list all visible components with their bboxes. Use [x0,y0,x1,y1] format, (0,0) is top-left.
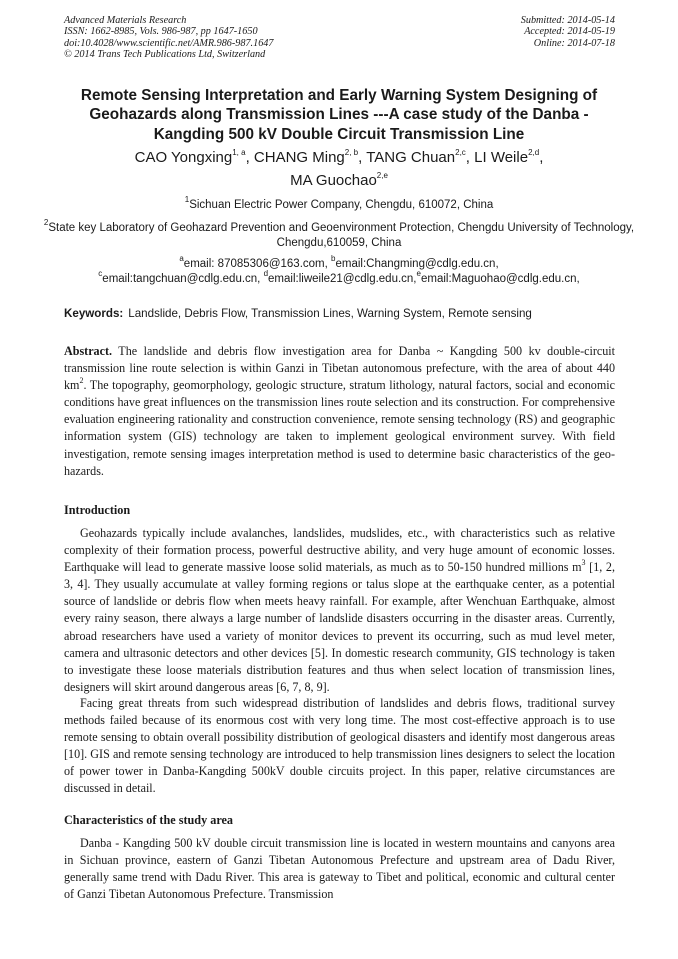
title-line: Remote Sensing Interpretation and Early Warning System Designing of [80,87,598,104]
email-address[interactable]: email:liweile21@cdlg.edu.cn, [268,273,417,285]
abstract-text: . The topography, geomorphology, geologic structure, stratum lithology, natural factors, social and economic conditions have great influences on the transmission lines route selection and its construction. For comprehensive evaluation engineering rationality and construction convenience, remote sensing technology (RS) and geographic information system (GIS) technology are taken to implement geological environment survey. With field investigation, remote sensing images interpretation method is used to determine basic characteristics of the geo-hazards. [64,378,615,478]
affiliation-mark: 1 [184,195,190,205]
author-affiliation-mark: 1, a [232,148,246,157]
affiliation-2 [40,218,638,251]
journal-doi[interactable]: doi:10.4028/www.scientific.net/AMR.986-987.1647 [64,37,274,49]
author-separator: , [465,149,475,166]
email-address[interactable]: email:Maguohao@cdlg.edu.cn, [420,273,580,285]
author-name: TANG Chuan [366,149,456,166]
email-address[interactable]: email:Changming@cdlg.edu.cn, [335,258,499,270]
author-line [40,146,638,169]
author-affiliation-mark: 2,d [528,148,540,157]
email-line [40,254,638,272]
paper-title [40,86,638,144]
introduction-paragraph-2: Facing great threats from such widespread distribution of landslides and debris flows, traditional survey methods failed because of its enormous cost with very long time. The most cost-effective approach is to use remote sensing to obtain overall possibility distribution of geological disasters and identify most dangerous areas [10]. GIS and remote sensing technology are introduced to help transmission lines designers to select the location of power tower in Danba-Kangding 500kV double circuits project. In this paper, relative circumstances are discussed in detail. [64,696,615,796]
email-mark: c [98,269,103,279]
author-affiliation-mark: 2,c [455,148,466,157]
affiliation-text: State key Laboratory of Geohazard Prevention and Geoenvironment Protection, Chengdu University of Technology, Chengdu,610059, China [48,222,635,249]
author-affiliation-mark: 2, b [344,148,359,157]
email-mark: b [331,254,336,264]
title-line: Geohazards along Transmission Lines ---A case study of the Danba - [89,106,589,124]
journal-copyright: © 2014 Trans Tech Publications Ltd, Switzerland [64,48,266,60]
publication-dates [521,15,615,49]
email-list [40,254,638,287]
abstract [64,343,615,480]
author-list [40,146,638,192]
keywords-text: Landslide, Debris Flow, Transmission Lines, Warning System, Remote sensing [128,307,532,320]
superscript: 2 [79,376,84,386]
title-line: Kangding 500 kV Double Circuit Transmission Line [153,125,525,143]
author-name: MA Guochao [290,172,377,189]
accepted-date: Accepted: 2014-05-19 [524,26,615,38]
email-line [40,269,638,287]
paragraph-text: Geohazards typically include avalanches, landslides, mudslides, etc., with characteristics such as relative complexity of their formation process, powerful destructive ability, and very huge amount of economic losses. Earthquake will lead to generate massive loose solid materials, as much as to 50-150 hundred millions m [64,526,615,575]
section-heading-study-area: Characteristics of the study area [64,813,234,827]
journal-info [64,15,273,60]
keywords [64,306,616,321]
section-heading-introduction: Introduction [64,503,131,517]
email-mark: a [179,254,184,264]
author-separator: , [358,149,367,166]
affiliation-1 [40,195,638,213]
author-separator: , [539,149,544,166]
email-address[interactable]: email: 87085306@163.com, [183,258,332,270]
abstract-label: Abstract. [64,344,113,358]
superscript: 3 [581,558,586,568]
submitted-date: Submitted: 2014-05-14 [520,15,615,26]
author-name: CAO Yongxing [134,149,233,166]
author-name: LI Weile [474,149,529,166]
affiliation-text: Sichuan Electric Power Company, Chengdu, 610072, China [189,199,494,211]
author-affiliation-mark: 2,e [376,171,388,180]
email-address[interactable]: email:tangchuan@cdlg.edu.cn, [102,273,264,285]
study-area-paragraph-1: Danba - Kangding 500 kV double circuit transmission line is located in western mountains and canyons area in Sichuan province, eastern of Ganzi Tibetan Autonomous Prefecture and upstream area of Dadu River, generally same trend with Dadu River. This area is gateway to Tibet and political, economic and cultural center of Ganzi Tibetan Autonomous Prefecture. Transmission [64,836,615,902]
email-mark: e [416,269,421,279]
author-name: CHANG Ming [253,149,345,166]
introduction-paragraph-1 [64,525,615,696]
journal-issn: ISSN: 1662-8985, Vols. 986-987, pp 1647-1650 [64,26,258,38]
keywords-label: Keywords: [64,307,124,320]
email-mark: d [263,269,269,279]
author-separator: , [245,149,254,166]
online-date: Online: 2014-07-18 [533,37,615,49]
journal-name: Advanced Materials Research [64,15,187,26]
abstract-text: The landslide and debris flow investigation area for Danba ~ Kangding 500 kv double-circuit transmission line route selection is within Ganzi in Tibetan autonomous prefecture, with the area of about 440 km [64,344,615,393]
author-line [40,169,638,192]
paragraph-text: [1, 2, 3, 4]. They usually accumulate at valley forming regions or talus slope at the earthquake center, as a potential source of landslide or debris flow when meets heavy rainfall. For example, after Wenchuan Earthquake, almost every rainy season, there always a large number of landslide disasters occurring in the disaster areas. Currently, abroad researchers have used a variety of monitor devices to prevent its occurring, such as mud level meter, camera and ultrasonic detectors and other devices [5]. In domestic research community, GIS technology is taken to investigate these loose materials distribution features and thus when select location of transmission lines, designers will skirt around dangerous areas [6, 7, 8, 9]. [64,560,616,694]
affiliation-mark: 2 [43,218,49,228]
